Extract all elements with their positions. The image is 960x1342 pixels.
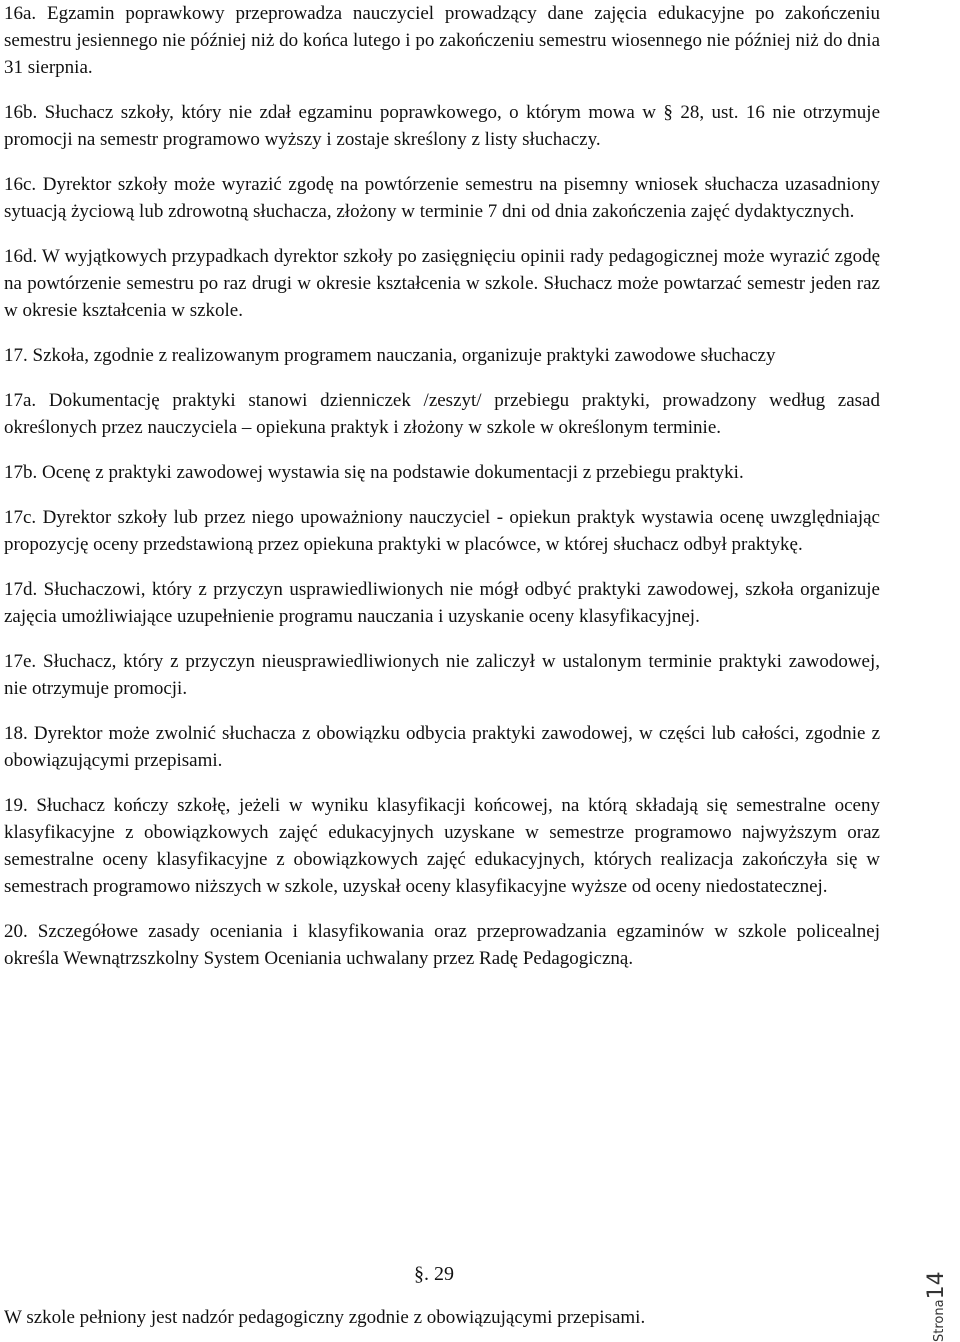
- paragraph-16b: 16b. Słuchacz szkoły, który nie zdał egzaminu poprawkowego, o którym mowa w § 28, ust. 16 nie otrzymuje promocji na semestr programowo wyższy i zostaje skreślony z listy słuchaczy.: [4, 102, 880, 150]
- paragraph-17: 17. Szkoła, zgodnie z realizowanym programem nauczania, organizuje praktyki zawodowe słuchaczy: [4, 345, 776, 366]
- page-number-box: [924, 1252, 960, 1342]
- page-number-rotated: [924, 1271, 949, 1342]
- paragraph-17a: 17a. Dokumentację praktyki stanowi dzienniczek /zeszyt/ przebiegu praktyki, prowadzony według zasad określonych przez nauczyciela – opiekuna praktyk i złożony w szkole w określonym terminie.: [4, 390, 880, 438]
- paragraph-19: 19. Słuchacz kończy szkołę, jeżeli w wyniku klasyfikacji końcowej, na którą składają się semestralne oceny klasyfikacyjne z obowiązkowych zajęć edukacyjnych uzyskane w semestrze programowo najwyższym oraz semestralne oceny klasyfikacyjne z obowiązkowych zajęć edukacyjnych, których realizacja zakończyła się w semestrach programowo niższych w szkole, uzyskał oceny klasyfikacyjne wyższe od oceny niedostatecznej.: [4, 795, 880, 897]
- paragraph-17b: 17b. Ocenę z praktyki zawodowej wystawia się na podstawie dokumentacji z przebiegu praktyki.: [4, 462, 744, 483]
- page-number: 14: [924, 1271, 949, 1300]
- paragraph-16d: 16d. W wyjątkowych przypadkach dyrektor szkoły po zasięgnięciu opinii rady pedagogicznej może wyrazić zgodę na powtórzenie semestru po raz drugi w okresie kształcenia w szkole. Słuchacz może powtarzać semestr jeden raz w okresie kształcenia w szkole.: [4, 246, 880, 321]
- paragraph-17e: 17e. Słuchacz, który z przyczyn nieusprawiedliwionych nie zaliczył w ustalonym terminie praktyki zawodowej, nie otrzymuje promocji.: [4, 651, 880, 699]
- footer-text: W szkole pełniony jest nadzór pedagogiczny zgodnie z obowiązującymi przepisami.: [4, 1307, 646, 1328]
- paragraph-16c: 16c. Dyrektor szkoły może wyrazić zgodę na powtórzenie semestru na pisemny wniosek słuchacza uzasadniony sytuacją życiową lub zdrowotną słuchacza, złożony w terminie 7 dni od dnia zakończenia zajęć dydaktycznych.: [4, 174, 880, 222]
- paragraph-17d: 17d. Słuchaczowi, który z przyczyn usprawiedliwionych nie mógł odbyć praktyki zawodowej, szkoła organizuje zajęcia umożliwiające uzupełnienie programu nauczania i uzyskanie oceny klasyfikacyjnej.: [4, 579, 880, 627]
- page-label: Strona: [932, 1299, 947, 1342]
- document-page: [4, 0, 880, 990]
- paragraph-17c: 17c. Dyrektor szkoły lub przez niego upoważniony nauczyciel - opiekun praktyk wystawia ocenę uwzględniając propozycję oceny przedstawioną przez opiekuna praktyki w placówce, w której słuchacz odbył praktykę.: [4, 507, 880, 555]
- paragraph-18: 18. Dyrektor może zwolnić słuchacza z obowiązku odbycia praktyki zawodowej, w części lub całości, zgodnie z obowiązującymi przepisami.: [4, 723, 880, 771]
- paragraph-20: 20. Szczegółowe zasady oceniania i klasyfikowania oraz przeprowadzania egzaminów w szkole policealnej określa Wewnątrzszkolny System Oceniania uchwalany przez Radę Pedagogiczną.: [4, 921, 880, 969]
- section-heading: §. 29: [414, 1263, 454, 1285]
- paragraph-16a: 16a. Egzamin poprawkowy przeprowadza nauczyciel prowadzący dane zajęcia edukacyjne po zakończeniu semestru jesiennego nie później niż do końca lutego i po zakończeniu semestru wiosennego nie później niż do dnia 31 sierpnia.: [4, 3, 880, 78]
